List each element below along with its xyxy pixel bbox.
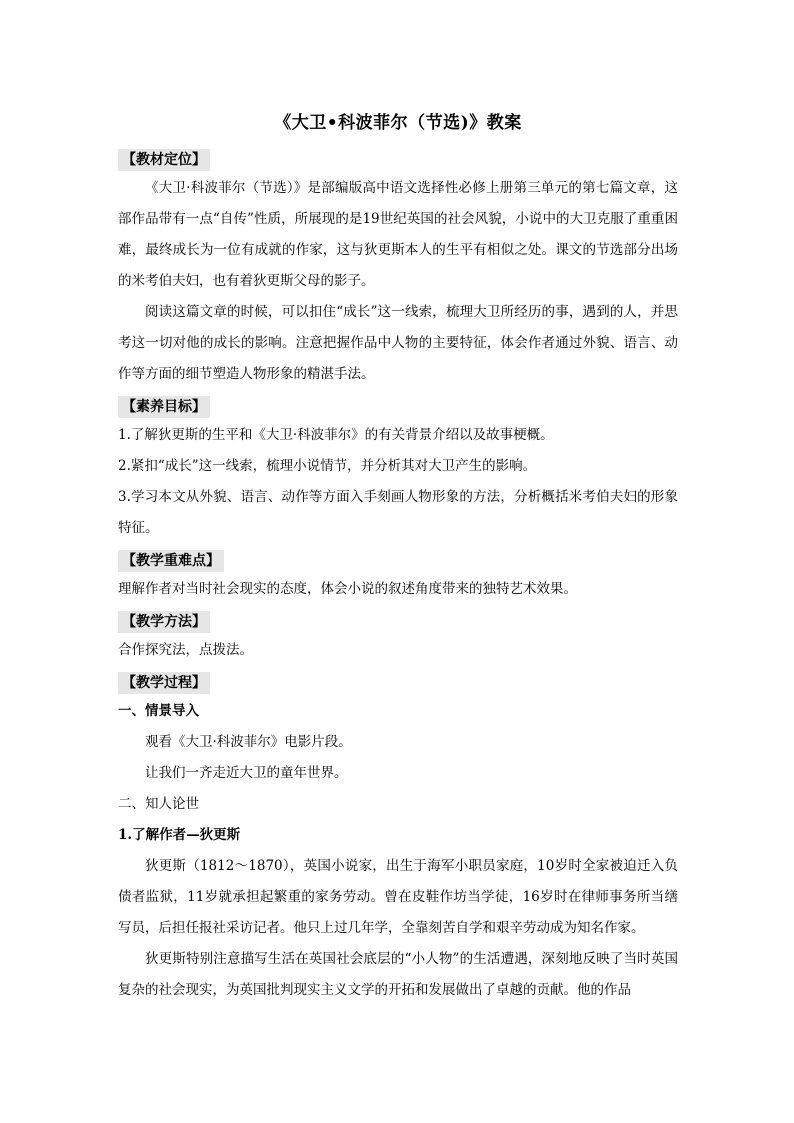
- list-item: 1.了解狄更斯的生平和《大卫·科波菲尔》的有关背景介绍以及故事梗概。: [118, 427, 554, 443]
- subheading: 一、情景导入: [118, 703, 199, 719]
- section-tag-teaching-methods: 【教学方法】: [118, 611, 210, 633]
- paragraph: 狄更斯（1812～1870），英国小说家，出生于海军小职员家庭，10岁时全家被迫迁入负债者监狱，11岁就承担起繁重的家务劳动。曾在皮鞋作坊当学徒，16岁时在律师事务所当缮写员，后担任报社采访记者。他只上过几年学，全靠刻苦自学和艰辛劳动成为知名作家。: [118, 858, 678, 936]
- section-tag-literacy-goals: 【素养目标】: [118, 396, 210, 418]
- list-item: 3.学习本文从外貌、语言、动作等方面入手刻画人物形象的方法，分析概括米考伯夫妇的形象特征。: [118, 489, 678, 536]
- paragraph: 理解作者对当时社会现实的态度，体会小说的叙述角度带来的独特艺术效果。: [118, 581, 577, 597]
- section-tag-key-difficulties: 【教学重难点】: [118, 550, 224, 572]
- section-tag-textbook-position: 【教材定位】: [118, 149, 210, 171]
- document-page: [118, 100, 678, 1006]
- paragraph: 《大卫·科波菲尔（节选）》是部编版高中语文选择性必修上册第三单元的第七篇文章，这部作品带有一点“自传”性质，所展现的是19世纪英国的社会风貌，小说中的大卫克服了重重困难，最终成长为一位有成就的作家，这与狄更斯本人的生平有相似之处。课文的节选部分出场的米考伯夫妇，也有着狄更斯父母的影子。: [118, 180, 678, 289]
- list-item: 2.紧扣“成长”这一线索，梳理小说情节，并分析其对大卫产生的影响。: [118, 458, 537, 474]
- section-tag-teaching-process: 【教学过程】: [118, 672, 210, 694]
- paragraph: 阅读这篇文章的时候，可以扣住“成长”这一线索，梳理大卫所经历的事，遇到的人，并思考这一切对他的成长的影响。注意把握作品中人物的主要特征，体会作者通过外貌、语言、动作等方面的细节塑造人物形象的精湛手法。: [118, 304, 678, 382]
- page-title: 《大卫•科波菲尔（节选)》教案: [274, 113, 522, 133]
- paragraph: 让我们一齐走近大卫的童年世界。: [145, 765, 348, 781]
- subheading: 1.了解作者—狄更斯: [118, 827, 241, 843]
- paragraph: 合作探究法，点拨法。: [118, 642, 253, 658]
- subheading: 二、知人论世: [118, 796, 199, 812]
- paragraph: 观看《大卫·科波菲尔》电影片段。: [145, 734, 352, 750]
- paragraph: 狄更斯特别注意描写生活在英国社会底层的“小人物”的生活遭遇，深刻地反映了当时英国复杂的社会现实，为英国批判现实主义文学的开拓和发展做出了卓越的贡献。他的作品: [118, 951, 678, 998]
